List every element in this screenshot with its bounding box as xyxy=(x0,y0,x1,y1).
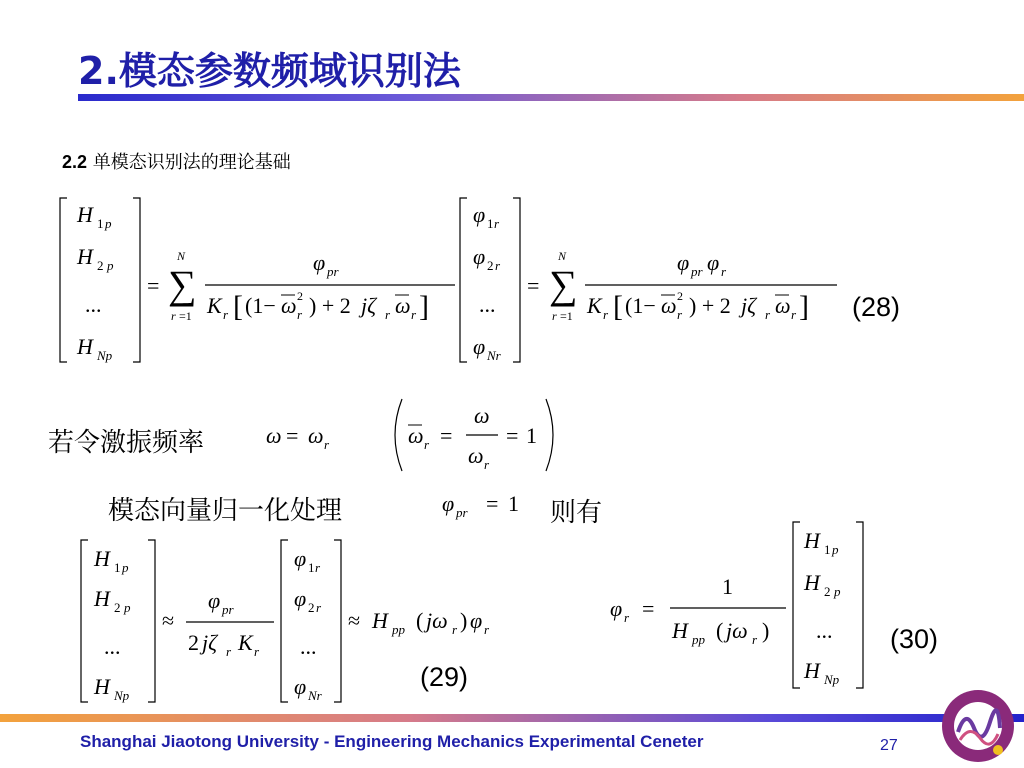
svg-text:Np: Np xyxy=(97,348,113,363)
equation-29-label: (29) xyxy=(420,662,469,692)
svg-text:φ: φ xyxy=(208,588,221,613)
svg-text:H: H xyxy=(94,674,110,699)
svg-text:Np: Np xyxy=(824,672,840,687)
svg-text:r: r xyxy=(424,437,430,452)
page-title: 2.模态参数频域识别法 xyxy=(78,49,461,93)
svg-text:=: = xyxy=(440,423,453,448)
svg-text:r: r xyxy=(254,644,260,659)
svg-text:φ: φ xyxy=(470,608,483,633)
svg-text:...: ... xyxy=(479,292,496,317)
svg-text:...: ... xyxy=(300,634,317,659)
svg-text:=: = xyxy=(486,491,499,516)
svg-text:pr: pr xyxy=(222,602,234,617)
svg-text:=: = xyxy=(506,423,519,448)
svg-text:2: 2 xyxy=(114,600,121,615)
sum-2 xyxy=(527,249,578,323)
svg-text:2: 2 xyxy=(297,289,303,303)
svg-text:φ: φ xyxy=(473,244,486,269)
svg-text:∑: ∑ xyxy=(549,262,578,307)
svg-text:r: r xyxy=(603,307,609,322)
svg-text:r: r xyxy=(297,307,303,322)
svg-text:K: K xyxy=(238,630,253,655)
svg-text:=: = xyxy=(527,273,540,298)
svg-text:r: r xyxy=(223,307,229,322)
svg-text:r: r xyxy=(765,307,771,322)
svg-text:r: r xyxy=(452,622,458,637)
excitation-text: 若令激振频率 xyxy=(48,428,205,458)
svg-text:(1−: (1− xyxy=(245,293,276,318)
section-title: 单模态识别法的理论基础 xyxy=(92,152,291,173)
svg-text:...: ... xyxy=(85,292,102,317)
svg-text:r: r xyxy=(791,307,797,322)
svg-text:≈: ≈ xyxy=(348,608,361,633)
svg-text:r: r xyxy=(226,644,232,659)
svg-text:1: 1 xyxy=(97,216,104,231)
svg-text:φ: φ xyxy=(294,586,307,611)
svg-text:[: [ xyxy=(613,290,623,323)
svg-text:r: r xyxy=(495,258,501,273)
svg-text:r: r xyxy=(624,610,630,625)
normalize-equation xyxy=(438,485,528,525)
svg-text:) + 2: ) + 2 xyxy=(689,293,731,318)
svg-text:K: K xyxy=(207,293,222,318)
svg-text:=1: =1 xyxy=(179,309,192,323)
svg-text:1: 1 xyxy=(824,542,831,557)
svg-text:φ: φ xyxy=(677,250,690,275)
normalize-text: 模态向量归一化处理 xyxy=(108,496,343,526)
svg-text:1: 1 xyxy=(308,560,315,575)
svg-text:=: = xyxy=(286,423,299,448)
svg-text:φ: φ xyxy=(473,334,486,359)
footer-rule xyxy=(0,714,1024,722)
svg-text:jζ: jζ xyxy=(202,630,218,655)
svg-text:ω: ω xyxy=(266,423,282,448)
svg-text:ω: ω xyxy=(308,423,324,448)
svg-text:[: [ xyxy=(233,290,243,323)
svg-text:...: ... xyxy=(816,618,833,643)
svg-text:2: 2 xyxy=(188,630,199,655)
svg-text:ω: ω xyxy=(474,403,490,428)
svg-text:r: r xyxy=(315,560,321,575)
svg-text:H: H xyxy=(77,244,93,269)
section-number: 2.2 xyxy=(62,152,88,172)
svg-text:H: H xyxy=(372,608,388,633)
svg-text:2: 2 xyxy=(824,584,831,599)
svg-text:Np: Np xyxy=(114,688,130,703)
svg-text:): ) xyxy=(460,608,468,633)
svg-text:H: H xyxy=(94,546,110,571)
svg-text:): ) xyxy=(762,618,770,643)
fraction-1 xyxy=(205,250,455,323)
svg-text:1: 1 xyxy=(722,574,733,599)
svg-text:r: r xyxy=(494,216,500,231)
svg-text:ω: ω xyxy=(775,293,791,318)
svg-text:(: ( xyxy=(716,618,724,643)
svg-text:φ: φ xyxy=(610,596,623,621)
svg-text:r: r xyxy=(484,457,490,472)
footer-text: Shanghai Jiaotong University - Engineering Mechanics Experimental Ceneter xyxy=(80,732,704,751)
svg-text:pp: pp xyxy=(692,632,705,647)
svg-text:pp: pp xyxy=(392,622,405,637)
svg-text:pr: pr xyxy=(327,264,339,279)
fraction-2 xyxy=(585,250,837,323)
svg-text:H: H xyxy=(672,618,688,643)
svg-text:r: r xyxy=(721,264,727,279)
svg-text:p: p xyxy=(124,600,131,615)
svg-text:Nr: Nr xyxy=(487,348,501,363)
svg-text:φ: φ xyxy=(294,546,307,571)
equation-30-label: (30) xyxy=(890,624,939,654)
svg-text:p: p xyxy=(122,560,129,575)
vector-H-left xyxy=(60,198,140,363)
svg-text:]: ] xyxy=(799,290,809,323)
page-number: 27 xyxy=(880,737,898,754)
svg-text:r: r xyxy=(484,622,490,637)
vector-phi xyxy=(460,198,520,363)
svg-text:(1−: (1− xyxy=(625,293,656,318)
svg-text:pr: pr xyxy=(691,264,703,279)
vub-logo-icon xyxy=(940,688,1016,764)
equation-28-label: (28) xyxy=(852,292,901,322)
svg-text:φ: φ xyxy=(294,674,307,699)
svg-text:1: 1 xyxy=(114,560,121,575)
svg-text:r: r xyxy=(752,632,758,647)
svg-text:p: p xyxy=(107,258,114,273)
svg-text:ω: ω xyxy=(395,293,411,318)
svg-text:H: H xyxy=(804,528,820,553)
svg-text:φ: φ xyxy=(442,491,455,516)
svg-text:r: r xyxy=(171,309,176,323)
svg-text:jζ: jζ xyxy=(741,293,757,318)
svg-text:ω: ω xyxy=(408,423,424,448)
excitation-equations xyxy=(262,395,572,475)
svg-text:r: r xyxy=(677,307,683,322)
svg-text:p: p xyxy=(834,584,841,599)
svg-text:φ: φ xyxy=(473,202,486,227)
section-heading xyxy=(62,148,291,174)
svg-text:H: H xyxy=(77,334,93,359)
svg-text:...: ... xyxy=(104,634,121,659)
title-underline xyxy=(78,94,1024,101)
svg-text:N: N xyxy=(177,249,186,263)
svg-text:ω: ω xyxy=(468,443,484,468)
svg-text:φ: φ xyxy=(707,250,720,275)
svg-text:H: H xyxy=(77,202,93,227)
svg-text:r: r xyxy=(411,307,417,322)
svg-text:r: r xyxy=(316,600,322,615)
svg-text:K: K xyxy=(587,293,602,318)
then-text: 则有 xyxy=(550,498,603,528)
svg-text:Nr: Nr xyxy=(308,688,322,703)
svg-text:jζ: jζ xyxy=(361,293,377,318)
svg-text:ω: ω xyxy=(661,293,677,318)
svg-text:jω: jω xyxy=(426,608,448,633)
svg-text:r: r xyxy=(385,307,391,322)
svg-text:(: ( xyxy=(416,608,424,633)
equation-28 xyxy=(55,190,855,370)
sum-1 xyxy=(147,249,197,323)
equation-30 xyxy=(606,518,876,692)
svg-text:H: H xyxy=(804,658,820,683)
svg-text:2: 2 xyxy=(97,258,104,273)
svg-text:p: p xyxy=(832,542,839,557)
svg-text:1: 1 xyxy=(508,491,519,516)
svg-text:1: 1 xyxy=(487,216,494,231)
svg-text:r: r xyxy=(324,437,330,452)
svg-text:≈: ≈ xyxy=(162,608,175,633)
svg-text:H: H xyxy=(94,586,110,611)
svg-text:H: H xyxy=(804,570,820,595)
svg-text:ω: ω xyxy=(281,293,297,318)
svg-text:φ: φ xyxy=(313,250,326,275)
svg-text:2: 2 xyxy=(487,258,494,273)
svg-text:jω: jω xyxy=(726,618,748,643)
svg-text:p: p xyxy=(105,216,112,231)
svg-text:∑: ∑ xyxy=(168,262,197,307)
svg-text:r: r xyxy=(552,309,557,323)
svg-text:1: 1 xyxy=(526,423,537,448)
svg-text:2: 2 xyxy=(308,600,315,615)
svg-text:=: = xyxy=(642,596,655,621)
svg-text:pr: pr xyxy=(456,505,468,520)
svg-text:2: 2 xyxy=(677,289,683,303)
svg-text:=1: =1 xyxy=(560,309,573,323)
svg-text:=: = xyxy=(147,273,160,298)
svg-text:N: N xyxy=(558,249,567,263)
svg-text:]: ] xyxy=(419,290,429,323)
svg-text:) + 2: ) + 2 xyxy=(309,293,351,318)
